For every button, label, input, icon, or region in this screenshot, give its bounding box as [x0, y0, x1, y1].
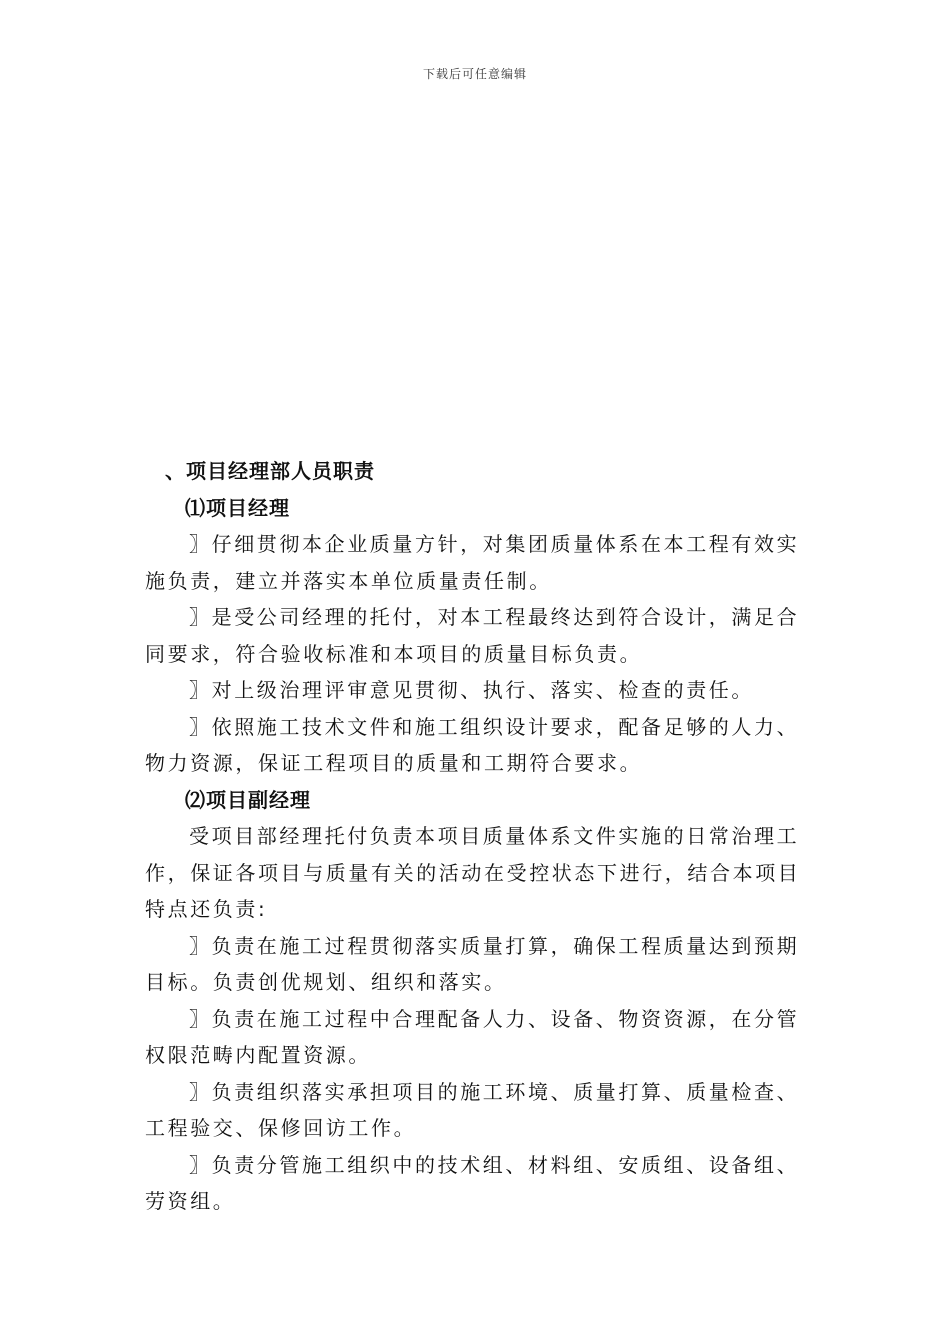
page-header-note: 下载后可任意编辑	[422, 67, 527, 81]
paragraph-line: 〗依照施工技术文件和施工组织设计要求，配备足够的人力、	[189, 714, 800, 739]
document-body	[145, 453, 805, 1220]
paragraph-line: 权限范畴内配置资源。	[145, 1043, 371, 1067]
paragraph-line: 〗负责在施工过程贯彻落实质量打算，确保工程质量达到预期	[189, 933, 800, 958]
paragraph-line: 受项目部经理托付负责本项目质量体系文件实施的日常治理工	[189, 824, 800, 848]
subsection-title-deputy-manager: ⑵项目副经理	[185, 787, 311, 812]
paragraph-line: 〗对上级治理评审意见贯彻、执行、落实、检查的责任。	[189, 678, 754, 702]
subsection-title-project-manager: ⑴项目经理	[185, 495, 290, 520]
paragraph-line: 〗是受公司经理的托付，对本工程最终达到符合设计，满足合	[189, 605, 800, 629]
paragraph-line: 同要求，符合验收标准和本项目的质量目标负责。	[145, 641, 643, 666]
paragraph-line: 物力资源，保证工程项目的质量和工期符合要求。	[145, 751, 643, 775]
section-title: 、项目经理部人员职责	[165, 459, 375, 483]
paragraph-line: 〗负责组织落实承担项目的施工环境、质量打算、质量检查、	[189, 1079, 800, 1104]
paragraph-line: 〗仔细贯彻本企业质量方针，对集团质量体系在本工程有效实	[189, 532, 800, 556]
paragraph-line: 作，保证各项目与质量有关的活动在受控状态下进行，结合本项目	[145, 860, 801, 885]
paragraph-line: 工程验交、保修回访工作。	[145, 1116, 417, 1140]
paragraph-line: 特点还负责:	[145, 897, 268, 921]
paragraph-line: 劳资组。	[145, 1189, 236, 1213]
paragraph-line: 〗负责分管施工组织中的技术组、材料组、安质组、设备组、	[189, 1152, 800, 1177]
paragraph-line: 目标。负责创优规划、组织和落实。	[145, 970, 507, 994]
paragraph-line: 〗负责在施工过程中合理配备人力、设备、物资资源，在分管	[189, 1006, 800, 1031]
paragraph-line: 施负责，建立并落实本单位质量责任制。	[145, 568, 552, 593]
